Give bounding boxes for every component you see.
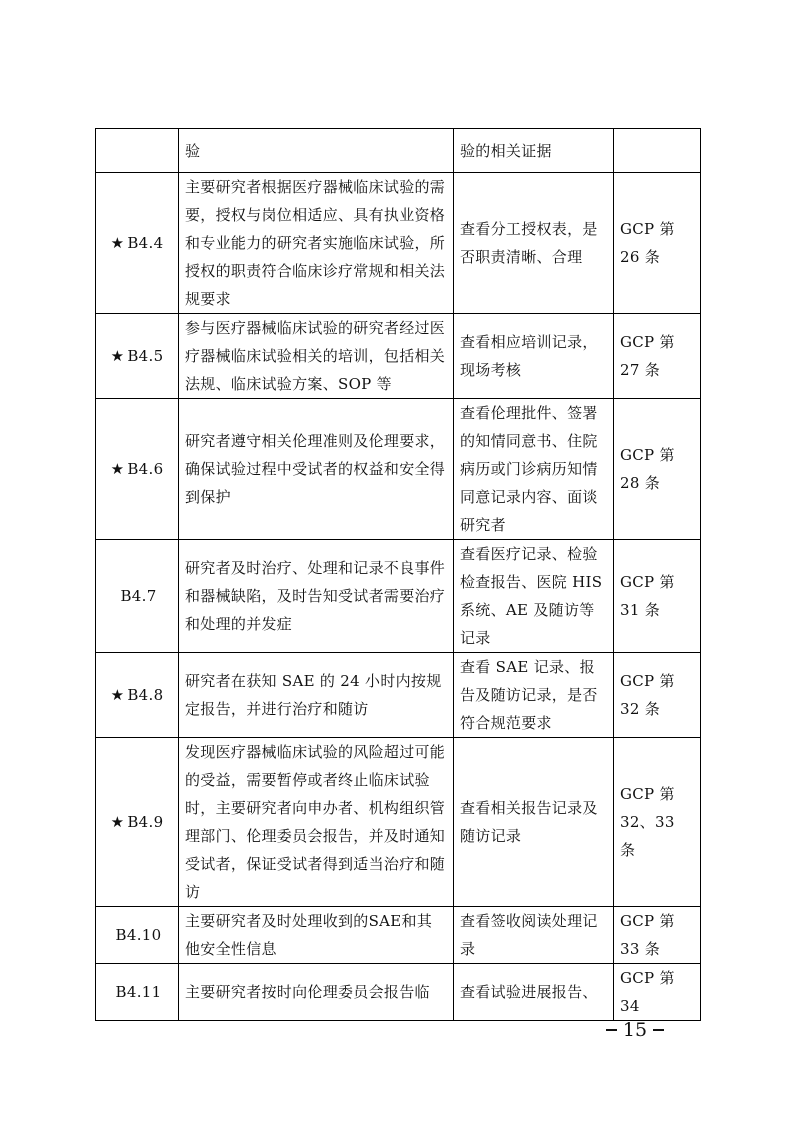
requirement-cell: 研究者及时治疗、处理和记录不良事件和器械缺陷，及时告知受试者需要治疗和处理的并发症 bbox=[179, 540, 454, 653]
table-row bbox=[96, 314, 701, 399]
table-row bbox=[96, 738, 701, 907]
reference-cell: GCP 第 32、33 条 bbox=[614, 738, 701, 907]
evidence-cell: 验的相关证据 bbox=[454, 129, 614, 173]
reference-cell: GCP 第 31 条 bbox=[614, 540, 701, 653]
item-code-cell bbox=[96, 738, 179, 907]
item-code-cell bbox=[96, 399, 179, 540]
item-code: B4.4 bbox=[127, 234, 164, 252]
table-row bbox=[96, 129, 701, 173]
evidence-cell: 查看签收阅读处理记录 bbox=[454, 907, 614, 964]
requirement-cell: 发现医疗器械临床试验的风险超过可能的受益，需要暂停或者终止临床试验时，主要研究者向申办者、机构组织管理部门、伦理委员会报告，并及时通知受试者，保证受试者得到适当治疗和随访 bbox=[179, 738, 454, 907]
star-icon: ★ bbox=[110, 813, 125, 831]
item-code: B4.8 bbox=[127, 686, 164, 704]
table-row bbox=[96, 964, 701, 1021]
requirement-cell: 主要研究者按时向伦理委员会报告临 bbox=[179, 964, 454, 1021]
item-code: B4.11 bbox=[115, 983, 162, 1001]
evidence-cell: 查看相关报告记录及随访记录 bbox=[454, 738, 614, 907]
item-code: B4.5 bbox=[127, 347, 164, 365]
requirement-cell: 主要研究者根据医疗器械临床试验的需要，授权与岗位相适应、具有执业资格和专业能力的研究者实施临床试验，所授权的职责符合临床诊疗常规和相关法规要求 bbox=[179, 173, 454, 314]
table-row bbox=[96, 399, 701, 540]
page-number bbox=[600, 1016, 670, 1044]
evidence-cell: 查看伦理批件、签署的知情同意书、住院病历或门诊病历知情同意记录内容、面谈研究者 bbox=[454, 399, 614, 540]
star-icon: ★ bbox=[110, 234, 125, 252]
dash-right bbox=[653, 1029, 664, 1031]
dash-left bbox=[606, 1029, 617, 1031]
requirement-cell: 验 bbox=[179, 129, 454, 173]
item-code-cell bbox=[96, 653, 179, 738]
requirement-cell: 研究者在获知 SAE 的 24 小时内按规定报告，并进行治疗和随访 bbox=[179, 653, 454, 738]
item-code: B4.9 bbox=[127, 813, 164, 831]
requirement-cell: 研究者遵守相关伦理准则及伦理要求，确保试验过程中受试者的权益和安全得到保护 bbox=[179, 399, 454, 540]
requirement-cell: 参与医疗器械临床试验的研究者经过医疗器械临床试验相关的培训，包括相关法规、临床试验方案、SOP 等 bbox=[179, 314, 454, 399]
evidence-cell: 查看试验进展报告、 bbox=[454, 964, 614, 1021]
item-code: B4.10 bbox=[115, 926, 162, 944]
reference-cell: GCP 第 27 条 bbox=[614, 314, 701, 399]
reference-cell: GCP 第 28 条 bbox=[614, 399, 701, 540]
table-row bbox=[96, 173, 701, 314]
evidence-cell: 查看 SAE 记录、报告及随访记录，是否符合规范要求 bbox=[454, 653, 614, 738]
item-code: B4.6 bbox=[127, 460, 164, 478]
page-number-value: 15 bbox=[622, 1019, 648, 1041]
table-row bbox=[96, 540, 701, 653]
star-icon: ★ bbox=[110, 460, 125, 478]
reference-cell: GCP 第 26 条 bbox=[614, 173, 701, 314]
item-code-cell bbox=[96, 907, 179, 964]
requirement-cell: 主要研究者及时处理收到的SAE和其他安全性信息 bbox=[179, 907, 454, 964]
table-row bbox=[96, 653, 701, 738]
item-code-cell bbox=[96, 314, 179, 399]
star-icon: ★ bbox=[110, 347, 125, 365]
item-code-cell bbox=[96, 540, 179, 653]
item-code: B4.7 bbox=[120, 587, 157, 605]
evidence-cell: 查看相应培训记录，现场考核 bbox=[454, 314, 614, 399]
evidence-cell: 查看分工授权表，是否职责清晰、合理 bbox=[454, 173, 614, 314]
reference-cell: GCP 第 33 条 bbox=[614, 907, 701, 964]
item-code-cell bbox=[96, 173, 179, 314]
evidence-cell: 查看医疗记录、检验检查报告、医院 HIS 系统、AE 及随访等记录 bbox=[454, 540, 614, 653]
reference-cell bbox=[614, 129, 701, 173]
criteria-table bbox=[95, 128, 701, 1021]
item-code-cell bbox=[96, 129, 179, 173]
table-row bbox=[96, 907, 701, 964]
item-code-cell bbox=[96, 964, 179, 1021]
reference-cell: GCP 第 32 条 bbox=[614, 653, 701, 738]
star-icon: ★ bbox=[110, 686, 125, 704]
reference-cell: GCP 第 34 bbox=[614, 964, 701, 1021]
